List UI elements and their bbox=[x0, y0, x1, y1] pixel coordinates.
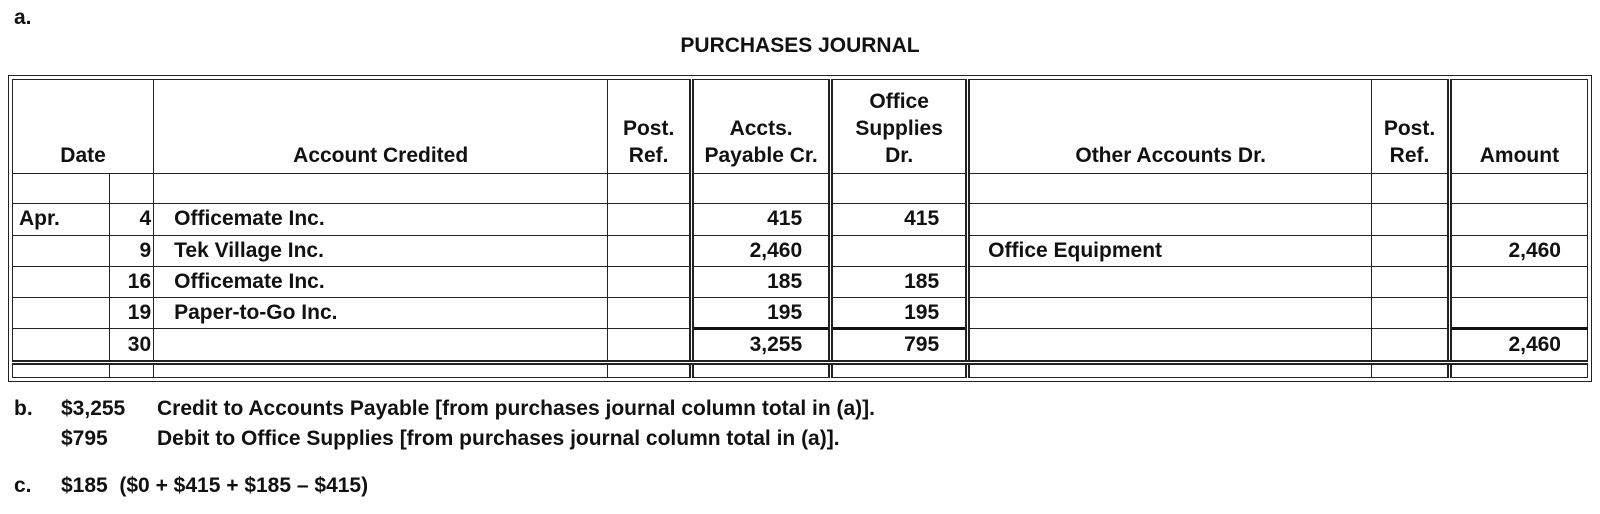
part-b-amount: $3,255 bbox=[61, 397, 126, 420]
account-cell: Paper-to-Go Inc. bbox=[154, 298, 608, 329]
post-ref-2-header: Post. Ref. bbox=[1372, 80, 1450, 174]
day-cell: 4 bbox=[110, 204, 154, 235]
supplies-cell bbox=[831, 235, 968, 266]
totals-row bbox=[13, 329, 1588, 362]
supplies-cell: 195 bbox=[831, 298, 968, 329]
part-b-label: b. bbox=[14, 397, 33, 420]
supplies-cell: 415 bbox=[831, 204, 968, 235]
part-c-section bbox=[14, 471, 1574, 501]
amount-header: Amount bbox=[1449, 80, 1587, 174]
part-b-text: Debit to Office Supplies [from purchases journal column total in (a)]. bbox=[157, 427, 840, 450]
day-cell: 16 bbox=[110, 266, 154, 297]
journal-table bbox=[12, 79, 1588, 378]
date-header: Date bbox=[13, 80, 154, 174]
other-account-cell bbox=[968, 266, 1372, 297]
month-cell bbox=[13, 298, 110, 329]
post-ref-header: Post. Ref. bbox=[608, 80, 692, 174]
blank-row bbox=[13, 173, 1588, 203]
day-cell: 9 bbox=[110, 235, 154, 266]
amount-cell bbox=[1449, 298, 1587, 329]
account-cell: Officemate Inc. bbox=[154, 204, 608, 235]
table-row bbox=[13, 298, 1588, 329]
other-account-cell: Office Equipment bbox=[968, 235, 1372, 266]
blank-row bbox=[13, 362, 1588, 377]
accts-payable-header: Accts. Payable Cr. bbox=[692, 80, 831, 174]
ap-cell: 195 bbox=[692, 298, 831, 329]
amount-cell bbox=[1449, 266, 1587, 297]
ap-cell: 185 bbox=[692, 266, 831, 297]
part-c-label: c. bbox=[14, 474, 32, 497]
ap-total-cell: 3,255 bbox=[692, 329, 831, 362]
table-row bbox=[13, 204, 1588, 235]
month-cell bbox=[13, 235, 110, 266]
part-a-label: a. bbox=[14, 6, 32, 29]
month-cell: Apr. bbox=[13, 204, 110, 235]
part-b-section bbox=[14, 394, 1574, 454]
month-cell bbox=[13, 266, 110, 297]
day-cell: 19 bbox=[110, 298, 154, 329]
amount-cell: 2,460 bbox=[1449, 235, 1587, 266]
table-row bbox=[13, 235, 1588, 266]
table-row bbox=[13, 266, 1588, 297]
ap-cell: 415 bbox=[692, 204, 831, 235]
part-b-text: Credit to Accounts Payable [from purchases journal column total in (a)]. bbox=[157, 397, 875, 420]
total-day-cell: 30 bbox=[110, 329, 154, 362]
part-b-amount: $795 bbox=[61, 427, 108, 450]
amount-total-cell: 2,460 bbox=[1449, 329, 1587, 362]
purchases-journal bbox=[8, 75, 1592, 382]
amount-cell bbox=[1449, 204, 1587, 235]
supplies-total-cell: 795 bbox=[831, 329, 968, 362]
journal-title: PURCHASES JOURNAL bbox=[680, 34, 920, 57]
office-supplies-header: Office Supplies Dr. bbox=[831, 80, 968, 174]
other-account-cell bbox=[968, 298, 1372, 329]
header-row bbox=[13, 80, 1588, 174]
account-cell: Officemate Inc. bbox=[154, 266, 608, 297]
account-cell: Tek Village Inc. bbox=[154, 235, 608, 266]
ap-cell: 2,460 bbox=[692, 235, 831, 266]
supplies-cell: 185 bbox=[831, 266, 968, 297]
other-accounts-header: Other Accounts Dr. bbox=[968, 80, 1372, 174]
other-account-cell bbox=[968, 204, 1372, 235]
account-credited-header: Account Credited bbox=[154, 80, 608, 174]
part-c-text: $185 ($0 + $415 + $185 – $415) bbox=[61, 474, 369, 497]
